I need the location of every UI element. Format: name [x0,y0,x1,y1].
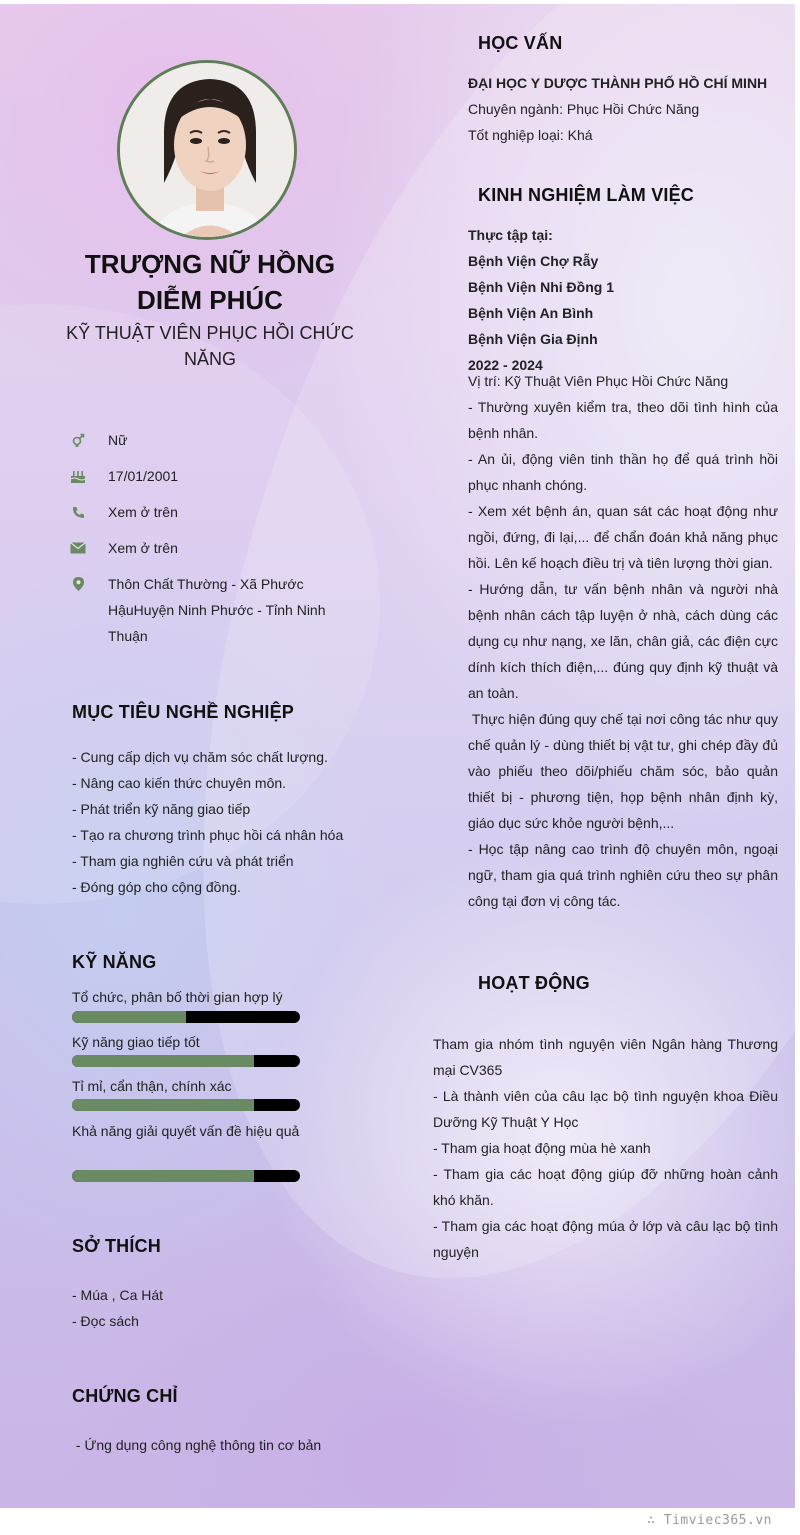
envelope-icon [70,540,86,556]
birthday-value: 17/01/2001 [108,468,179,484]
hobby-item: - Múa , Ca Hát [72,1287,164,1303]
objective-item: - Cung cấp dịch vụ chăm sóc chất lượng. [72,749,328,765]
hobby-item: - Đọc sách [72,1313,139,1329]
birthday-cake-icon [70,468,86,484]
info-phone[interactable] [70,499,330,525]
certificate-item: - Ứng dụng công nghệ thông tin cơ bản [72,1437,322,1453]
duty-item: - Hướng dẫn, tư vấn bệnh nhân và người nhà bệnh nhân cách tập luyện ở nhà, cách dùng các dụng cụ như nạng, xe lăn, chân giả, các điện cực dính kích thích điện,... đúng quy định kỹ thuật và an toàn. [468,581,778,701]
activities-title: HOẠT ĐỘNG [478,973,590,993]
experience-header-line: Bệnh Viện Chợ Rẫy [468,253,599,269]
address-value: Thôn Chất Thường - Xã Phước HậuHuyện Ninh Phước - Tỉnh Ninh Thuận [108,576,326,644]
activity-item: Tham gia nhóm tình nguyện viên Ngân hàng Thương mại CV365 [433,1036,778,1078]
experience-header-line: Bệnh Viện Gia Định [468,331,598,347]
experience-header-line: Bệnh Viện Nhi Đồng 1 [468,279,614,295]
job-title: KỸ THUẬT VIÊN PHỤC HỒI CHỨC NĂNG [66,323,354,369]
experience-header-line: Thực tập tại: [468,227,553,243]
experience-position: Vị trí: Kỹ Thuật Viên Phục Hồi Chức Năng [468,373,729,389]
info-birthday [70,463,330,489]
skill-bar-fill [72,1011,186,1023]
skill-label: Khả năng giải quyết vấn đề hiệu quả [72,1123,300,1139]
experience-header-line: Bệnh Viện An Bình [468,305,594,321]
skills-title: KỸ NĂNG [72,952,157,972]
cv-page [0,4,795,1508]
info-email[interactable] [70,535,330,561]
experience-header [468,222,778,378]
objective-item: - Tạo ra chương trình phục hồi cá nhân hóa [72,827,344,843]
skill-bar [72,1055,300,1067]
objective-item: - Đóng góp cho cộng đồng. [72,879,241,895]
phone-icon [70,504,86,520]
activity-item: - Tham gia các hoạt động giúp đỡ những hoàn cảnh khó khăn. [433,1166,778,1208]
skill-bar-fill [72,1055,254,1067]
info-address [70,571,330,649]
skill-bar [72,1170,300,1182]
skill-label: Kỹ năng giao tiếp tốt [72,1034,200,1050]
duty-item: Thực hiện đúng quy chế tại nơi công tác như quy chế quản lý - dùng thiết bị vật tư, ghi chép đầy đủ vào phiếu theo dõi/phiếu chăm sóc, bảo quản thiết bị - phương tiện, họp bệnh nhân định kỳ, giáo dục sức khỏe người bệnh,... [468,711,782,831]
candidate-name: TRƯỢNG NỮ HỒNG DIỄM PHÚC [84,249,336,315]
gender-icon [70,432,86,448]
duty-item: - Xem xét bệnh án, quan sát các hoạt động như ngồi, đứng, đi lại,... để chẩn đoán khả năng phục hồi. Lên kế hoạch điều trị và tiên lượng thời gian. [468,503,778,571]
avatar [117,60,297,240]
duty-item: - An ủi, động viên tinh thần họ để quá trình hồi phục nhanh chóng. [468,451,778,493]
portrait-photo [120,63,297,240]
education-title: HỌC VẤN [478,33,563,53]
map-pin-icon [70,576,86,592]
experience-header-line: 2022 - 2024 [468,357,543,373]
info-gender [70,427,330,453]
objective-list [72,744,372,900]
activity-item: - Tham gia hoạt động mùa hè xanh [433,1140,651,1156]
duty-item: - Học tập nâng cao trình độ chuyên môn, ngoại ngữ, tham gia quá trình nghiên cứu theo sự phân công tại đơn vị công tác. [468,841,778,909]
skill-label: Tổ chức, phân bố thời gian hợp lý [72,989,283,1005]
objective-item: - Phát triển kỹ năng giao tiếp [72,801,251,817]
activity-item: - Là thành viên của câu lạc bộ tình nguyện khoa Điều Dưỡng Kỹ Thuật Y Học [433,1088,778,1130]
experience-details [468,368,782,914]
activities-list [433,1031,778,1265]
skill-label: Tỉ mỉ, cẩn thận, chính xác [72,1078,232,1094]
certificates-title: CHỨNG CHỈ [72,1386,178,1406]
objective-item: - Tham gia nghiên cứu và phát triển [72,853,294,869]
skill-bar [72,1099,300,1111]
watermark: ∴ Timviec365.vn [647,1513,772,1528]
experience-title: KINH NGHIỆM LÀM VIỆC [478,185,695,205]
skill-bar-fill [72,1170,254,1182]
phone-value[interactable]: Xem ở trên [108,504,178,520]
objective-item: - Nâng cao kiến thức chuyên môn. [72,775,287,791]
email-value[interactable]: Xem ở trên [108,540,178,556]
objective-title: MỤC TIÊU NGHỀ NGHIỆP [72,702,295,722]
hobbies-list [72,1282,352,1334]
major: Chuyên ngành: Phục Hồi Chức Năng [468,101,700,117]
duty-item: - Thường xuyên kiểm tra, theo dõi tình hình của bệnh nhân. [468,399,778,441]
hobbies-title: SỞ THÍCH [72,1236,161,1256]
skill-bar [72,1011,300,1023]
gender-value: Nữ [108,432,128,448]
school-name: ĐẠI HỌC Y DƯỢC THÀNH PHỐ HỒ CHÍ MINH [468,75,768,91]
graduation-grade: Tốt nghiệp loại: Khá [468,127,593,143]
activity-item: - Tham gia các hoạt động múa ở lớp và câu lạc bộ tình nguyện [433,1218,778,1260]
skill-bar-fill [72,1099,254,1111]
